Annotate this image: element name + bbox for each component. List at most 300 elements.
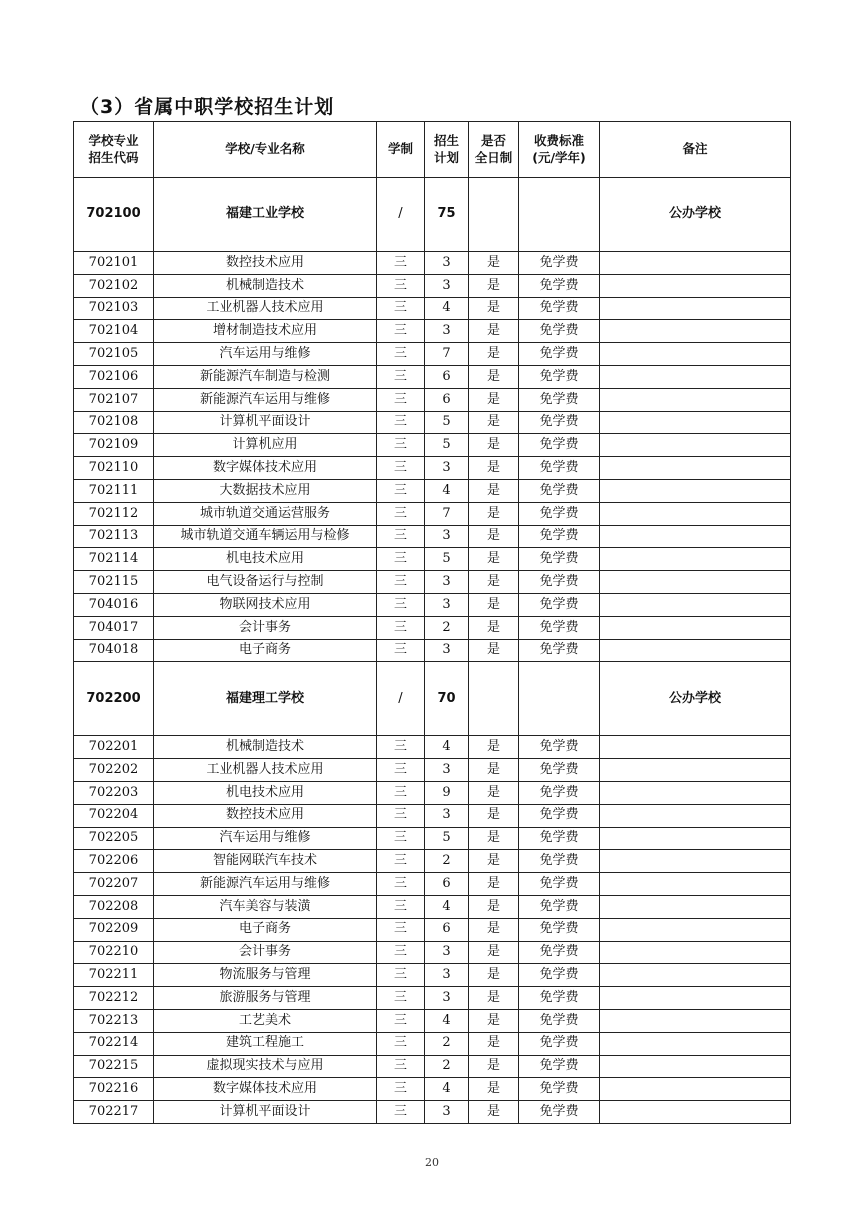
major-plan: 6 (425, 918, 469, 941)
major-name: 建筑工程施工 (154, 1032, 377, 1055)
major-code: 702217 (74, 1101, 154, 1124)
major-note (600, 804, 791, 827)
major-row (74, 736, 791, 759)
major-note (600, 850, 791, 873)
major-name: 汽车美容与装潢 (154, 895, 377, 918)
major-fulltime: 是 (469, 804, 519, 827)
header-years: 学制 (377, 122, 425, 178)
major-fee: 免学费 (519, 941, 600, 964)
major-fee: 免学费 (519, 411, 600, 434)
major-code: 702204 (74, 804, 154, 827)
major-years: 三 (377, 434, 425, 457)
major-fulltime: 是 (469, 434, 519, 457)
major-fulltime: 是 (469, 343, 519, 366)
major-note (600, 457, 791, 480)
major-fee: 免学费 (519, 736, 600, 759)
major-plan: 4 (425, 736, 469, 759)
major-row (74, 1078, 791, 1101)
major-name: 计算机平面设计 (154, 411, 377, 434)
major-note (600, 1009, 791, 1032)
major-code: 702207 (74, 873, 154, 896)
major-fee: 免学费 (519, 804, 600, 827)
major-code: 702101 (74, 252, 154, 275)
major-name: 新能源汽车制造与检测 (154, 365, 377, 388)
major-fulltime: 是 (469, 479, 519, 502)
major-note (600, 548, 791, 571)
major-row (74, 987, 791, 1010)
major-plan: 3 (425, 525, 469, 548)
major-fulltime: 是 (469, 457, 519, 480)
major-note (600, 252, 791, 275)
major-plan: 4 (425, 479, 469, 502)
major-name: 数字媒体技术应用 (154, 1078, 377, 1101)
major-name: 计算机平面设计 (154, 1101, 377, 1124)
major-row (74, 964, 791, 987)
major-code: 702106 (74, 365, 154, 388)
major-code: 702216 (74, 1078, 154, 1101)
major-fee: 免学费 (519, 759, 600, 782)
school-years: / (377, 178, 425, 252)
major-note (600, 525, 791, 548)
major-fulltime: 是 (469, 1101, 519, 1124)
major-name: 增材制造技术应用 (154, 320, 377, 343)
major-code: 702103 (74, 297, 154, 320)
major-code: 702206 (74, 850, 154, 873)
major-fulltime: 是 (469, 411, 519, 434)
major-code: 702105 (74, 343, 154, 366)
major-note (600, 502, 791, 525)
major-name: 会计事务 (154, 941, 377, 964)
major-code: 702210 (74, 941, 154, 964)
major-plan: 3 (425, 964, 469, 987)
major-fulltime: 是 (469, 502, 519, 525)
major-row (74, 479, 791, 502)
major-plan: 6 (425, 388, 469, 411)
major-plan: 3 (425, 941, 469, 964)
major-row (74, 320, 791, 343)
major-years: 三 (377, 571, 425, 594)
major-fee: 免学费 (519, 616, 600, 639)
school-name: 福建工业学校 (154, 178, 377, 252)
major-fee: 免学费 (519, 343, 600, 366)
page-title: （3）省属中职学校招生计划 (80, 96, 335, 118)
major-note (600, 274, 791, 297)
major-fulltime: 是 (469, 388, 519, 411)
major-note (600, 759, 791, 782)
major-plan: 4 (425, 297, 469, 320)
major-years: 三 (377, 1078, 425, 1101)
major-row (74, 804, 791, 827)
major-years: 三 (377, 781, 425, 804)
major-years: 三 (377, 639, 425, 662)
major-fee: 免学费 (519, 252, 600, 275)
major-name: 机电技术应用 (154, 548, 377, 571)
major-plan: 3 (425, 274, 469, 297)
header-code: 学校专业 招生代码 (74, 122, 154, 178)
major-years: 三 (377, 616, 425, 639)
major-years: 三 (377, 411, 425, 434)
major-row (74, 759, 791, 782)
enrollment-plan-table (73, 121, 791, 1124)
major-plan: 7 (425, 502, 469, 525)
major-plan: 2 (425, 1055, 469, 1078)
major-name: 机电技术应用 (154, 781, 377, 804)
major-plan: 3 (425, 457, 469, 480)
major-name: 机械制造技术 (154, 274, 377, 297)
major-plan: 3 (425, 571, 469, 594)
major-row (74, 502, 791, 525)
major-plan: 5 (425, 827, 469, 850)
major-note (600, 941, 791, 964)
major-fulltime: 是 (469, 274, 519, 297)
major-name: 智能网联汽车技术 (154, 850, 377, 873)
major-years: 三 (377, 827, 425, 850)
major-code: 704018 (74, 639, 154, 662)
school-code: 702100 (74, 178, 154, 252)
major-fulltime: 是 (469, 616, 519, 639)
major-name: 计算机应用 (154, 434, 377, 457)
major-code: 702201 (74, 736, 154, 759)
major-plan: 7 (425, 343, 469, 366)
major-fulltime: 是 (469, 365, 519, 388)
major-note (600, 736, 791, 759)
major-note (600, 297, 791, 320)
major-code: 702108 (74, 411, 154, 434)
major-note (600, 434, 791, 457)
major-fulltime: 是 (469, 593, 519, 616)
school-fee (519, 178, 600, 252)
major-name: 数控技术应用 (154, 804, 377, 827)
school-note: 公办学校 (600, 178, 791, 252)
major-code: 702203 (74, 781, 154, 804)
major-name: 电子商务 (154, 639, 377, 662)
major-fulltime: 是 (469, 1055, 519, 1078)
major-years: 三 (377, 759, 425, 782)
major-code: 702214 (74, 1032, 154, 1055)
major-code: 702110 (74, 457, 154, 480)
major-fulltime: 是 (469, 941, 519, 964)
major-name: 汽车运用与维修 (154, 343, 377, 366)
major-years: 三 (377, 1101, 425, 1124)
school-row (74, 178, 791, 252)
major-fulltime: 是 (469, 918, 519, 941)
major-note (600, 781, 791, 804)
major-row (74, 781, 791, 804)
major-note (600, 964, 791, 987)
major-plan: 6 (425, 365, 469, 388)
major-years: 三 (377, 964, 425, 987)
major-plan: 5 (425, 434, 469, 457)
major-years: 三 (377, 502, 425, 525)
major-note (600, 343, 791, 366)
major-plan: 3 (425, 252, 469, 275)
major-plan: 3 (425, 804, 469, 827)
major-code: 702208 (74, 895, 154, 918)
major-note (600, 639, 791, 662)
major-name: 新能源汽车运用与维修 (154, 388, 377, 411)
major-fee: 免学费 (519, 548, 600, 571)
major-fee: 免学费 (519, 274, 600, 297)
major-code: 702109 (74, 434, 154, 457)
major-name: 会计事务 (154, 616, 377, 639)
major-note (600, 320, 791, 343)
major-code: 702113 (74, 525, 154, 548)
major-note (600, 479, 791, 502)
major-fulltime: 是 (469, 320, 519, 343)
major-years: 三 (377, 918, 425, 941)
major-code: 704016 (74, 593, 154, 616)
major-note (600, 827, 791, 850)
major-years: 三 (377, 1032, 425, 1055)
major-fulltime: 是 (469, 736, 519, 759)
major-years: 三 (377, 593, 425, 616)
major-fee: 免学费 (519, 434, 600, 457)
major-plan: 2 (425, 616, 469, 639)
major-name: 旅游服务与管理 (154, 987, 377, 1010)
major-code: 702102 (74, 274, 154, 297)
major-name: 工艺美术 (154, 1009, 377, 1032)
major-name: 电子商务 (154, 918, 377, 941)
major-code: 702114 (74, 548, 154, 571)
major-plan: 3 (425, 987, 469, 1010)
major-note (600, 616, 791, 639)
major-row (74, 1032, 791, 1055)
major-fee: 免学费 (519, 827, 600, 850)
major-fulltime: 是 (469, 759, 519, 782)
major-note (600, 895, 791, 918)
school-fulltime (469, 662, 519, 736)
major-name: 工业机器人技术应用 (154, 297, 377, 320)
major-fulltime: 是 (469, 252, 519, 275)
major-row (74, 639, 791, 662)
major-row (74, 297, 791, 320)
major-name: 数字媒体技术应用 (154, 457, 377, 480)
major-years: 三 (377, 479, 425, 502)
major-plan: 5 (425, 548, 469, 571)
major-code: 702215 (74, 1055, 154, 1078)
major-plan: 3 (425, 593, 469, 616)
major-row (74, 252, 791, 275)
major-row (74, 571, 791, 594)
major-note (600, 571, 791, 594)
major-fee: 免学费 (519, 320, 600, 343)
major-name: 数控技术应用 (154, 252, 377, 275)
major-fee: 免学费 (519, 1009, 600, 1032)
major-row (74, 388, 791, 411)
major-plan: 2 (425, 850, 469, 873)
major-fulltime: 是 (469, 987, 519, 1010)
school-row (74, 662, 791, 736)
major-plan: 4 (425, 1009, 469, 1032)
major-fulltime: 是 (469, 895, 519, 918)
major-fee: 免学费 (519, 1101, 600, 1124)
major-name: 汽车运用与维修 (154, 827, 377, 850)
header-fee: 收费标准 (元/学年) (519, 122, 600, 178)
major-fee: 免学费 (519, 964, 600, 987)
major-fee: 免学费 (519, 850, 600, 873)
major-fulltime: 是 (469, 781, 519, 804)
major-years: 三 (377, 252, 425, 275)
major-plan: 6 (425, 873, 469, 896)
major-plan: 5 (425, 411, 469, 434)
major-row (74, 411, 791, 434)
major-fee: 免学费 (519, 457, 600, 480)
major-name: 工业机器人技术应用 (154, 759, 377, 782)
major-fee: 免学费 (519, 571, 600, 594)
major-note (600, 593, 791, 616)
header-name: 学校/专业名称 (154, 122, 377, 178)
major-fee: 免学费 (519, 918, 600, 941)
major-years: 三 (377, 297, 425, 320)
major-fee: 免学费 (519, 525, 600, 548)
major-fulltime: 是 (469, 827, 519, 850)
major-code: 702205 (74, 827, 154, 850)
major-row (74, 1101, 791, 1124)
major-fulltime: 是 (469, 297, 519, 320)
school-code: 702200 (74, 662, 154, 736)
major-years: 三 (377, 1009, 425, 1032)
major-row (74, 274, 791, 297)
major-name: 物流服务与管理 (154, 964, 377, 987)
major-note (600, 1078, 791, 1101)
major-note (600, 1055, 791, 1078)
major-row (74, 1055, 791, 1078)
major-note (600, 918, 791, 941)
major-code: 704017 (74, 616, 154, 639)
major-fulltime: 是 (469, 964, 519, 987)
major-plan: 9 (425, 781, 469, 804)
major-plan: 3 (425, 320, 469, 343)
major-fee: 免学费 (519, 987, 600, 1010)
major-plan: 4 (425, 895, 469, 918)
major-code: 702212 (74, 987, 154, 1010)
major-years: 三 (377, 736, 425, 759)
major-name: 物联网技术应用 (154, 593, 377, 616)
major-fee: 免学费 (519, 895, 600, 918)
major-name: 城市轨道交通车辆运用与检修 (154, 525, 377, 548)
page-number: 20 (425, 1156, 439, 1169)
major-fulltime: 是 (469, 1009, 519, 1032)
major-row (74, 616, 791, 639)
major-fee: 免学费 (519, 297, 600, 320)
major-fee: 免学费 (519, 1055, 600, 1078)
major-row (74, 827, 791, 850)
major-row (74, 548, 791, 571)
major-note (600, 365, 791, 388)
major-years: 三 (377, 804, 425, 827)
major-years: 三 (377, 941, 425, 964)
major-fee: 免学费 (519, 1078, 600, 1101)
major-years: 三 (377, 365, 425, 388)
header-fulltime: 是否 全日制 (469, 122, 519, 178)
major-name: 大数据技术应用 (154, 479, 377, 502)
major-code: 702213 (74, 1009, 154, 1032)
major-note (600, 1032, 791, 1055)
major-code: 702111 (74, 479, 154, 502)
major-fee: 免学费 (519, 502, 600, 525)
major-row (74, 941, 791, 964)
major-row (74, 525, 791, 548)
major-fulltime: 是 (469, 571, 519, 594)
major-years: 三 (377, 274, 425, 297)
major-code: 702104 (74, 320, 154, 343)
major-years: 三 (377, 457, 425, 480)
major-fulltime: 是 (469, 1032, 519, 1055)
major-years: 三 (377, 1055, 425, 1078)
major-fee: 免学费 (519, 781, 600, 804)
school-name: 福建理工学校 (154, 662, 377, 736)
major-name: 新能源汽车运用与维修 (154, 873, 377, 896)
major-fulltime: 是 (469, 639, 519, 662)
major-row (74, 365, 791, 388)
major-fulltime: 是 (469, 525, 519, 548)
major-fulltime: 是 (469, 873, 519, 896)
major-row (74, 343, 791, 366)
major-plan: 3 (425, 759, 469, 782)
major-fulltime: 是 (469, 548, 519, 571)
school-plan: 75 (425, 178, 469, 252)
major-row (74, 918, 791, 941)
major-code: 702112 (74, 502, 154, 525)
major-plan: 3 (425, 1101, 469, 1124)
major-name: 电气设备运行与控制 (154, 571, 377, 594)
major-name: 机械制造技术 (154, 736, 377, 759)
major-fulltime: 是 (469, 1078, 519, 1101)
major-row (74, 457, 791, 480)
major-code: 702211 (74, 964, 154, 987)
header-note: 备注 (600, 122, 791, 178)
major-name: 城市轨道交通运营服务 (154, 502, 377, 525)
major-note (600, 873, 791, 896)
major-code: 702107 (74, 388, 154, 411)
major-years: 三 (377, 343, 425, 366)
major-years: 三 (377, 873, 425, 896)
major-plan: 2 (425, 1032, 469, 1055)
major-row (74, 593, 791, 616)
major-fee: 免学费 (519, 365, 600, 388)
major-name: 虚拟现实技术与应用 (154, 1055, 377, 1078)
major-years: 三 (377, 388, 425, 411)
major-note (600, 987, 791, 1010)
major-fee: 免学费 (519, 593, 600, 616)
table-header-row (74, 122, 791, 178)
major-row (74, 895, 791, 918)
major-fee: 免学费 (519, 1032, 600, 1055)
major-years: 三 (377, 320, 425, 343)
major-row (74, 873, 791, 896)
major-note (600, 388, 791, 411)
school-fulltime (469, 178, 519, 252)
major-years: 三 (377, 548, 425, 571)
major-plan: 3 (425, 639, 469, 662)
major-years: 三 (377, 850, 425, 873)
major-code: 702202 (74, 759, 154, 782)
major-plan: 4 (425, 1078, 469, 1101)
major-note (600, 411, 791, 434)
major-row (74, 434, 791, 457)
major-years: 三 (377, 895, 425, 918)
major-row (74, 850, 791, 873)
school-plan: 70 (425, 662, 469, 736)
major-fulltime: 是 (469, 850, 519, 873)
major-years: 三 (377, 987, 425, 1010)
header-plan: 招生 计划 (425, 122, 469, 178)
school-fee (519, 662, 600, 736)
major-code: 702209 (74, 918, 154, 941)
major-row (74, 1009, 791, 1032)
major-fee: 免学费 (519, 639, 600, 662)
major-fee: 免学费 (519, 479, 600, 502)
